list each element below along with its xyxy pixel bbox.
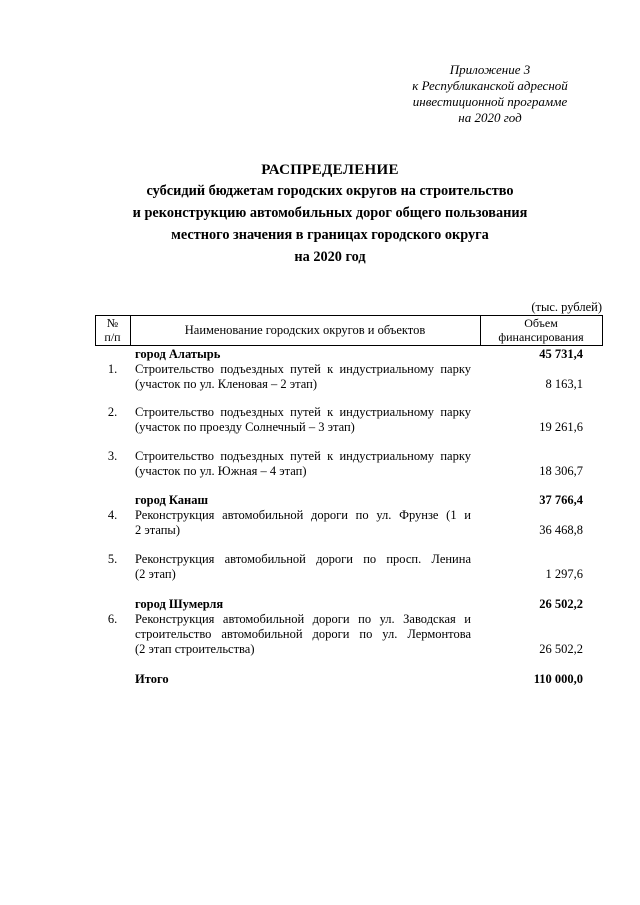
row-number: 4.	[107, 508, 118, 522]
total-label: Итого	[135, 672, 169, 686]
title-line-2: и реконструкцию автомобильных дорог общего пользования	[132, 205, 528, 221]
row-amount: 26 502,2	[539, 642, 583, 656]
appendix-line-3: инвестиционной программе	[412, 94, 568, 109]
row-amount: 18 306,7	[539, 464, 583, 478]
row-amount: 8 163,1	[545, 377, 583, 391]
appendix-note	[380, 62, 600, 126]
row-name: Строительство подъездных путей к индустриальному парку (участок по проезду Солнечный – 3 этап)	[135, 405, 471, 434]
row-number: 6.	[107, 612, 118, 626]
row-amount: 19 261,6	[539, 420, 583, 434]
header-number: № п/п	[104, 316, 121, 344]
row-name: Реконструкция автомобильной дороги по ул. Фрунзе (1 и 2 этапы)	[135, 508, 471, 537]
units-label: (тыс. рублей)	[531, 300, 602, 314]
appendix-line-4: на 2020 год	[458, 110, 522, 125]
title-line-1: субсидий бюджетам городских округов на строительство	[146, 183, 514, 199]
header-amount: Объем финансирования	[498, 316, 584, 344]
city-name: город Канаш	[135, 493, 209, 507]
row-name: Реконструкция автомобильной дороги по ул. Заводская и строительство автомобильной дороги по ул. Лермонтова (2 этап строительства)	[135, 612, 471, 656]
appendix-line-1: Приложение 3	[449, 62, 531, 77]
table-header-bottom-border	[95, 345, 603, 346]
table-border-right	[602, 315, 603, 345]
total-amount: 110 000,0	[533, 672, 583, 686]
city-name: город Алатырь	[135, 347, 221, 361]
row-number: 5.	[107, 552, 118, 566]
row-name: Строительство подъездных путей к индустриальному парку (участок по ул. Южная – 4 этап)	[135, 449, 471, 478]
appendix-line-2: к Республиканской адресной	[412, 78, 568, 93]
document-title	[60, 160, 600, 268]
city-name: город Шумерля	[135, 597, 224, 611]
title-line-3: местного значения в границах городского округа	[171, 227, 489, 243]
row-number: 1.	[107, 362, 118, 376]
city-total: 37 766,4	[539, 493, 583, 507]
title-line-4: на 2020 год	[294, 249, 366, 265]
row-name: Реконструкция автомобильной дороги по просп. Ленина (2 этап)	[135, 552, 471, 581]
city-total: 45 731,4	[539, 347, 583, 361]
row-amount: 1 297,6	[545, 567, 583, 581]
title-main: РАСПРЕДЕЛЕНИЕ	[261, 162, 399, 178]
row-amount: 36 468,8	[539, 523, 583, 537]
city-total: 26 502,2	[539, 597, 583, 611]
row-name: Строительство подъездных путей к индустриальному парку (участок по ул. Кленовая – 2 этап)	[135, 362, 471, 391]
row-number: 2.	[107, 405, 118, 419]
row-number: 3.	[107, 449, 118, 463]
header-name: Наименование городских округов и объектов	[184, 323, 426, 337]
